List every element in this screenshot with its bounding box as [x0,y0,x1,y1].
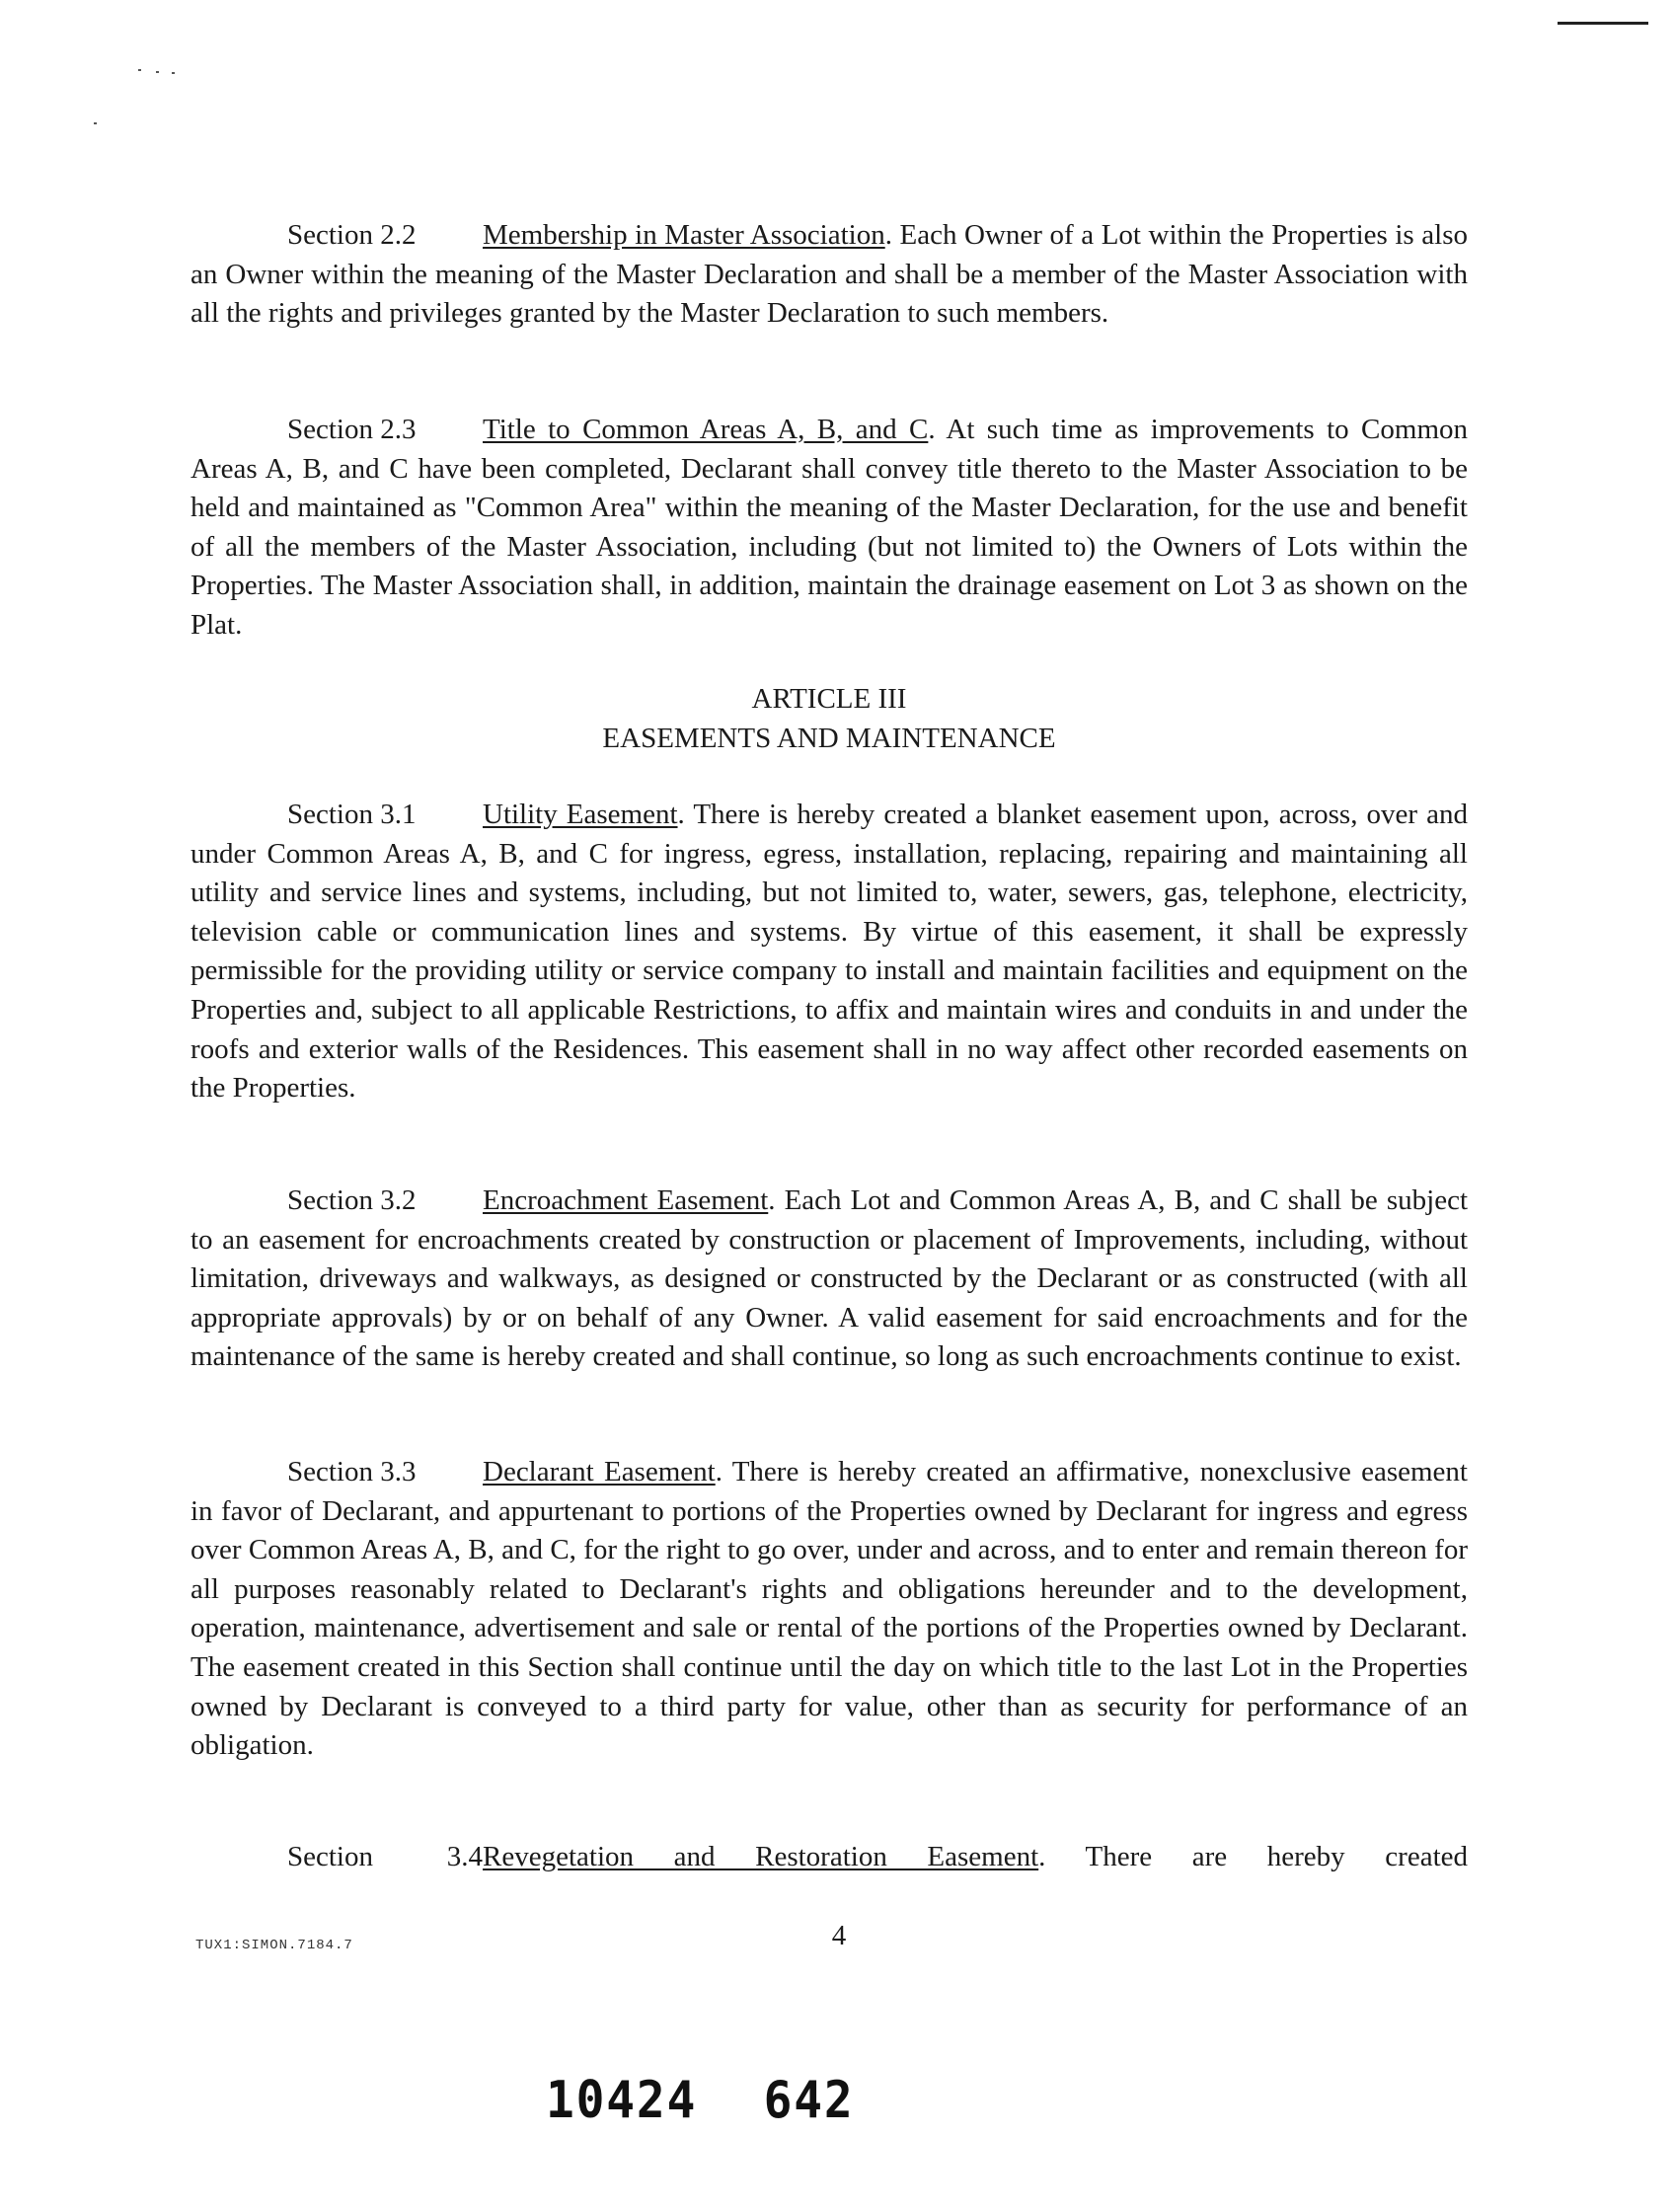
section-2-2 [190,216,1468,334]
section-2-2-paragraph [190,216,1468,334]
section-title: Title to Common Areas A, B, and C [483,414,929,445]
section-body: . Each Lot and Common Areas A, B, and C shall be subject to an easement for encroachments created by construction or placement of Improvements, including, without limitation, driveways and walkways, as designed or constructed by the Declarant or as constructed (with all appropriate approvals) by or on behalf of any Owner. A valid easement for said encroachments and for the maintenance of the same is hereby created and shall continue, so long as such encroachments continue to exist. [190,1184,1468,1373]
section-3-2 [190,1182,1468,1377]
section-number: Section 3.2 [287,1184,417,1216]
recording-stamp: 10424 642 [546,2071,855,2130]
scan-speck [138,69,141,71]
scan-speck [94,122,97,124]
section-3-1 [190,796,1468,1108]
section-3-3-paragraph [190,1453,1468,1766]
section-number: Section 2.3 [287,414,417,445]
article-number: ARTICLE III [751,683,907,715]
article-title: EASEMENTS AND MAINTENANCE [602,722,1056,754]
section-body: . There are hereby created [1038,1841,1468,1872]
section-3-3 [190,1453,1468,1766]
section-body: . At such time as improvements to Common Areas A, B, and C have been completed, Declarant shall convey title thereto to the Master Association to be held and maintained as "Common Area" within the meaning of the Master Declaration, for the use and benefit of all the members of the Master Association, including (but not limited to) the Owners of Lots within the Properties. The Master Association shall, in addition, maintain the drainage easement on Lot 3 as shown on the Plat. [190,414,1468,641]
page-number: 4 [831,1920,847,1951]
section-body: . Each Owner of a Lot within the Properties is also an Owner within the meaning of the Master Declaration and shall be a member of the Master Association with all the rights and privileges granted by the Master Declaration to such members. [190,219,1468,330]
section-3-4-paragraph [190,1838,1468,1877]
section-number: Section 3.1 [287,799,417,830]
section-title: Encroachment Easement [483,1184,769,1216]
article-heading [190,680,1468,758]
section-title: Revegetation and Restoration Easement [483,1841,1039,1872]
section-title: Membership in Master Association [483,219,885,251]
section-title: Utility Easement [483,799,678,830]
section-body: . There is hereby created a blanket easement upon, across, over and under Common Areas A, B, and C for ingress, egress, installation, replacing, repairing and maintaining all utility and service lines and systems, including, but not limited to, water, sewers, gas, telephone, electricity, television cable or communication lines and systems. By virtue of this easement, it shall be expressly permissible for the providing utility or service company to install and maintain facilities and equipment on the Properties and, subject to all applicable Restrictions, to affix and maintain wires and conduits in and under the roofs and exterior walls of the Residences. This easement shall in no way affect other recorded easements on the Properties. [190,799,1468,1105]
section-number: Section 3.3 [287,1456,417,1487]
section-title: Declarant Easement [483,1456,716,1487]
section-body: . There is hereby created an affirmative, nonexclusive easement in favor of Declarant, and appurtenant to portions of the Properties owned by Declarant for ingress and egress over Common Areas A, B, and C, for the right to go over, under and across, and to enter and remain thereon for all purposes reasonably related to Declarant's rights and obligations hereunder and to the development, operation, maintenance, advertisement and sale or rental of the portions of the Properties owned by Declarant. The easement created in this Section shall continue until the day on which title to the last Lot in the Properties owned by Declarant is conveyed to a third party for value, other than as security for performance of an obligation. [190,1456,1468,1762]
section-2-3-paragraph [190,411,1468,646]
scan-speck [172,72,175,74]
scan-artifact-line [1558,22,1648,25]
document-code: TUX1:SIMON.7184.7 [195,1938,353,1953]
section-number: Section 2.2 [287,219,417,251]
scan-speck [156,71,159,73]
section-number: Section 3.4 [287,1841,483,1872]
section-2-3 [190,411,1468,646]
section-3-2-paragraph [190,1182,1468,1377]
section-3-4 [190,1838,1468,1877]
section-3-1-paragraph [190,796,1468,1108]
